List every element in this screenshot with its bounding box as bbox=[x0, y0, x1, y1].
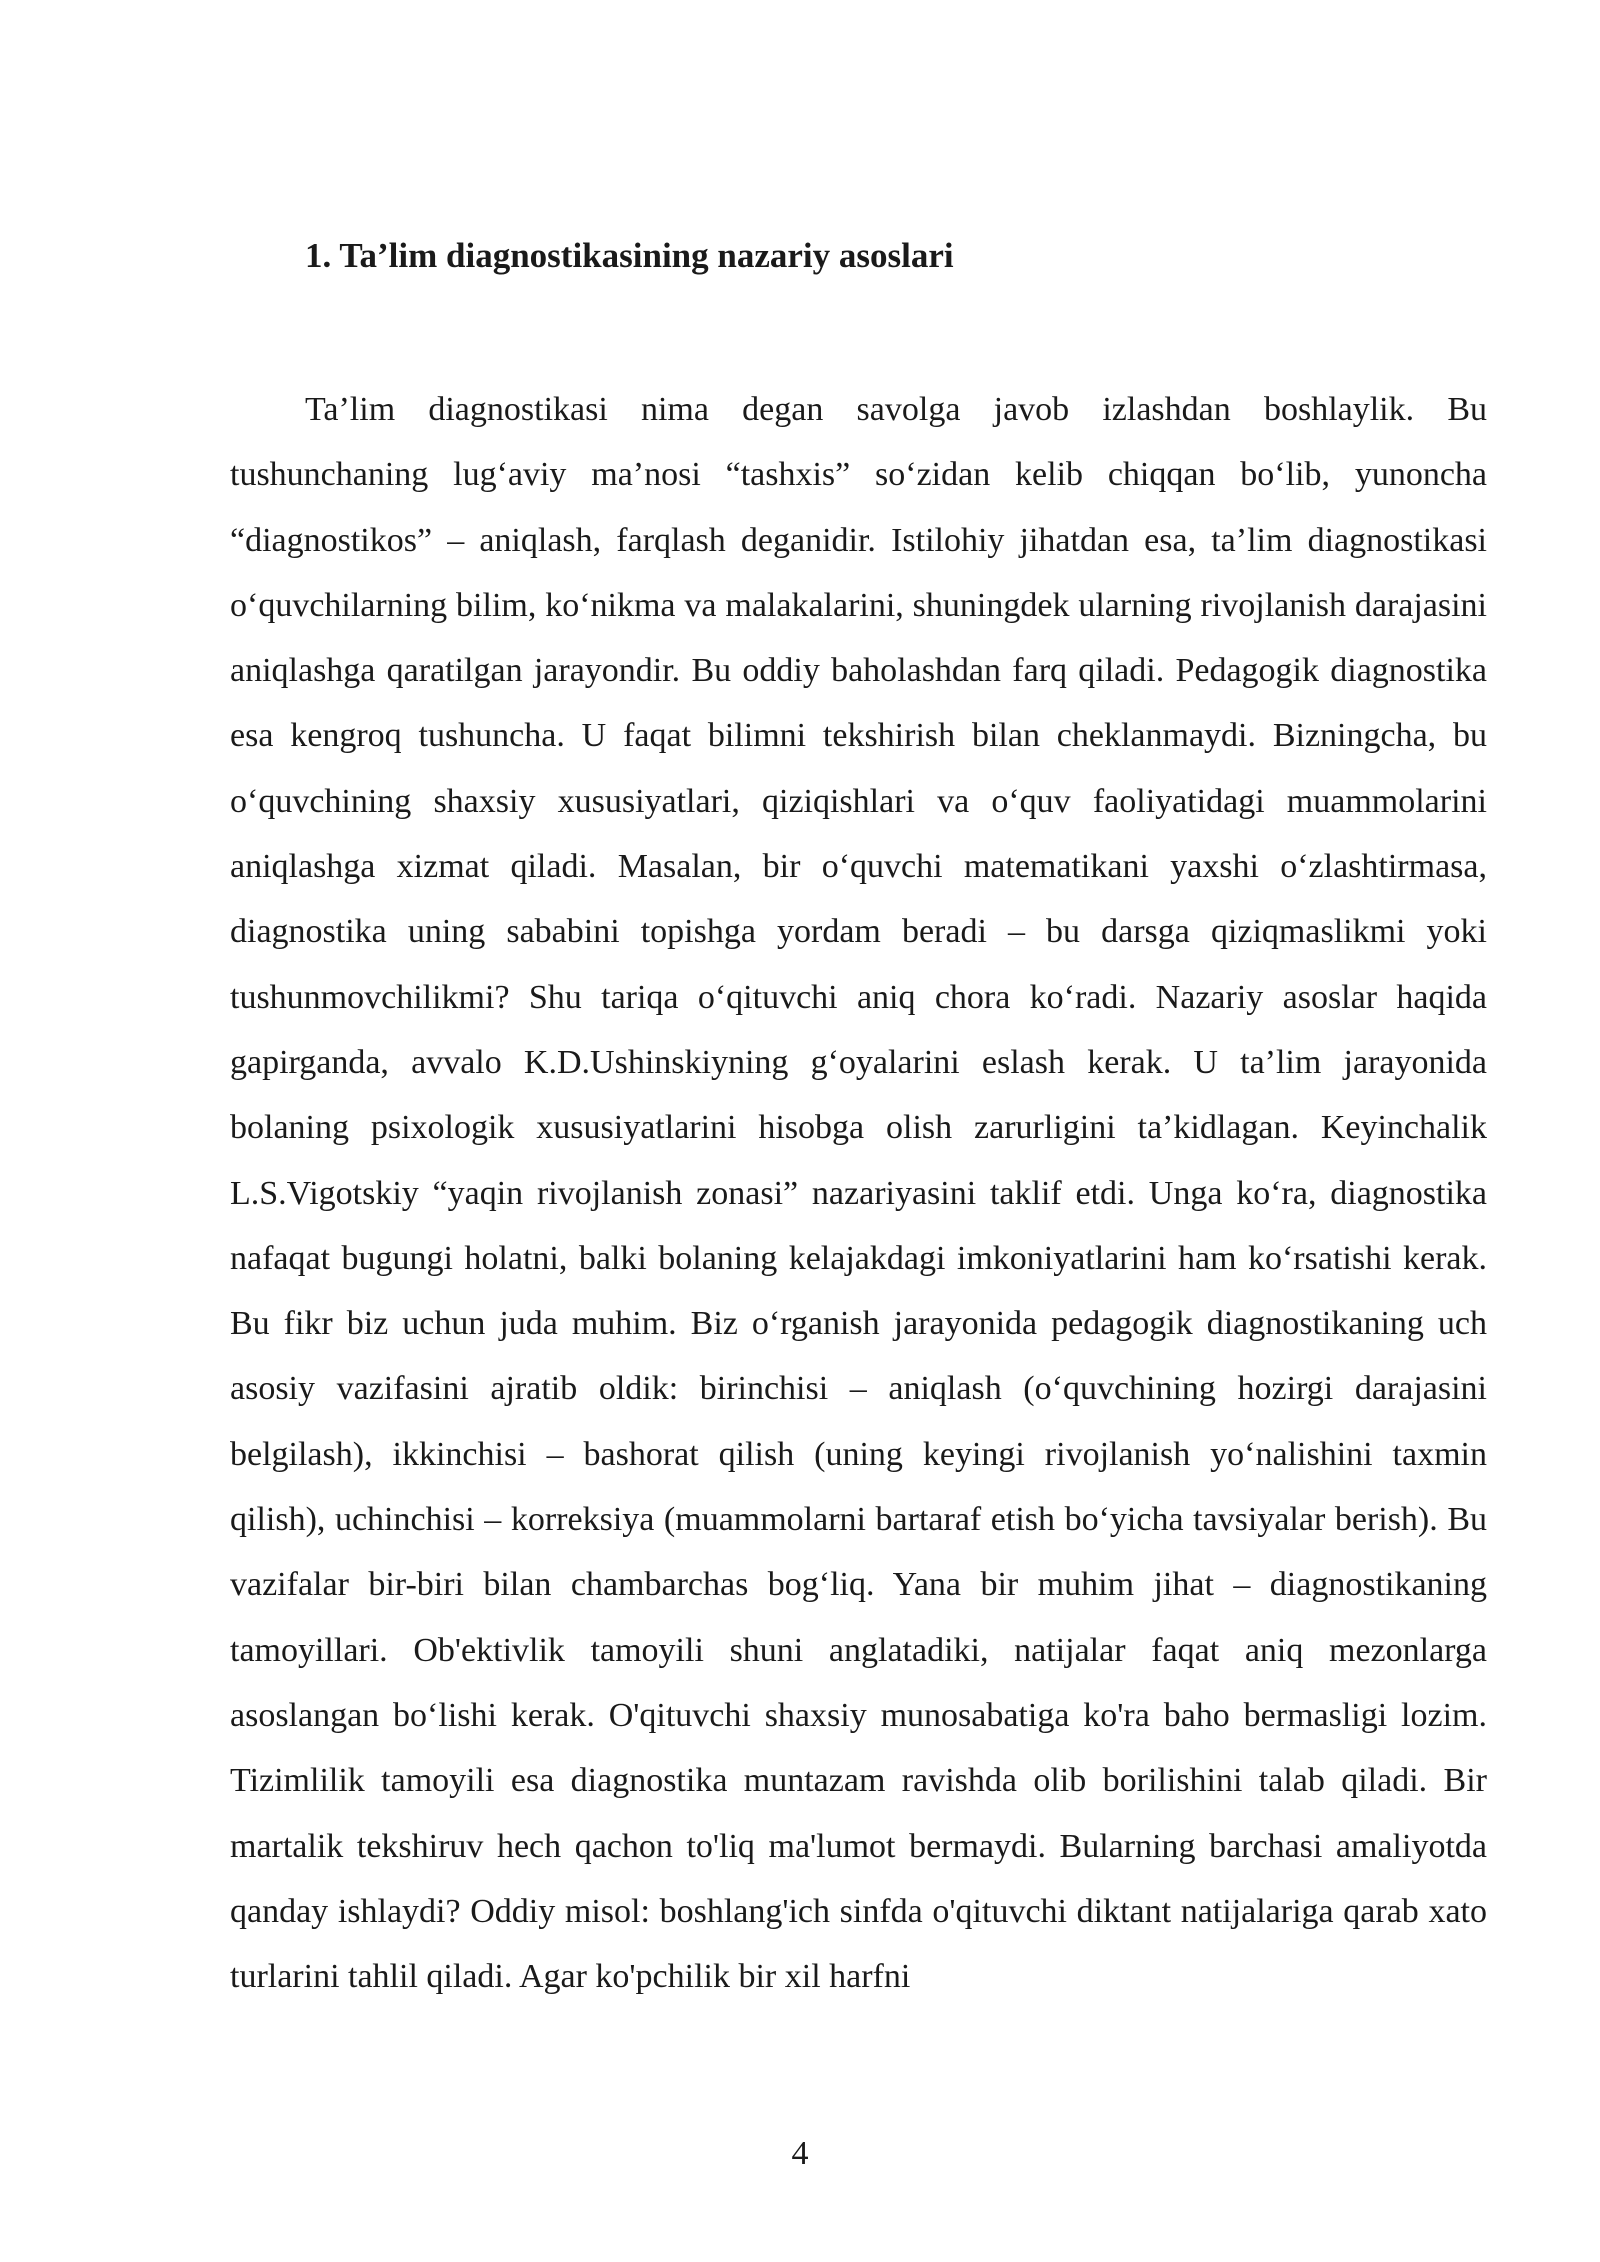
section-heading: 1. Ta’lim diagnostikasining nazariy asoslari bbox=[305, 236, 954, 275]
body-paragraph: Ta’lim diagnostikasi nima degan savolga javob izlashdan boshlaylik. Bu tushunchaning lug‘aviy ma’nosi “tashxis” so‘zidan kelib chiqqan bo‘lib, yunoncha “diagnostikos” – aniqlash, farqlash deganidir. Istilohiy jihatdan esa, ta’lim diagnostikasi o‘quvchilarning bilim, ko‘nikma va malakalarini, shuningdek ularning rivojlanish darajasini aniqlashga qaratilgan jarayondir. Bu oddiy baholashdan farq qiladi. Pedagogik diagnostika esa kengroq tushuncha. U faqat bilimni tekshirish bilan cheklanmaydi. Bizningcha, bu o‘quvchining shaxsiy xususiyatlari, qiziqishlari va o‘quv faoliyatidagi muammolarini aniqlashga xizmat qiladi. Masalan, bir o‘quvchi matematikani yaxshi o‘zlashtirmasa, diagnostika uning sababini topishga yordam beradi – bu darsga qiziqmaslikmi yoki tushunmovchilikmi? Shu tariqa o‘qituvchi aniq chora ko‘radi. Nazariy asoslar haqida gapirganda, avvalo K.D.Ushinskiyning g‘oyalarini eslash kerak. U ta’lim jarayonida bolaning psixologik xususiyatlarini hisobga olish zarurligini ta’kidlagan. Keyinchalik L.S.Vigotskiy “yaqin rivojlanish zonasi” nazariyasini taklif etdi. Unga ko‘ra, diagnostika nafaqat bugungi holatni, balki bolaning kelajakdagi imkoniyatlarini ham ko‘rsatishi kerak. Bu fikr biz uchun juda muhim. Biz o‘rganish jarayonida pedagogik diagnostikaning uch asosiy vazifasini ajratib oldik: birinchisi – aniqlash (o‘quvchining hozirgi darajasini belgilash), ikkinchisi – bashorat qilish (uning keyingi rivojlanish yo‘nalishini taxmin qilish), uchinchisi – korreksiya (muammolarni bartaraf etish bo‘yicha tavsiyalar berish). Bu vazifalar bir-biri bilan chambarchas bog‘liq. Yana bir muhim jihat – diagnostikaning tamoyillari. Ob'ektivlik tamoyili shuni anglatadiki, natijalar faqat aniq mezonlarga asoslangan bo‘lishi kerak. O'qituvchi shaxsiy munosabatiga ko'ra baho bermasligi lozim. Tizimlilik tamoyili esa diagnostika muntazam ravishda olib borilishini talab qiladi. Bir martalik tekshiruv hech qachon to'liq ma'lumot bermaydi. Bularning barchasi amaliyotda qanday ishlaydi? Oddiy misol: boshlang'ich sinfda o'qituvchi diktant natijalariga qarab xato turlarini tahlil qiladi. Agar ko'pchilik bir xil harfni bbox=[230, 391, 1487, 1996]
page-number: 4 bbox=[791, 2135, 809, 2172]
